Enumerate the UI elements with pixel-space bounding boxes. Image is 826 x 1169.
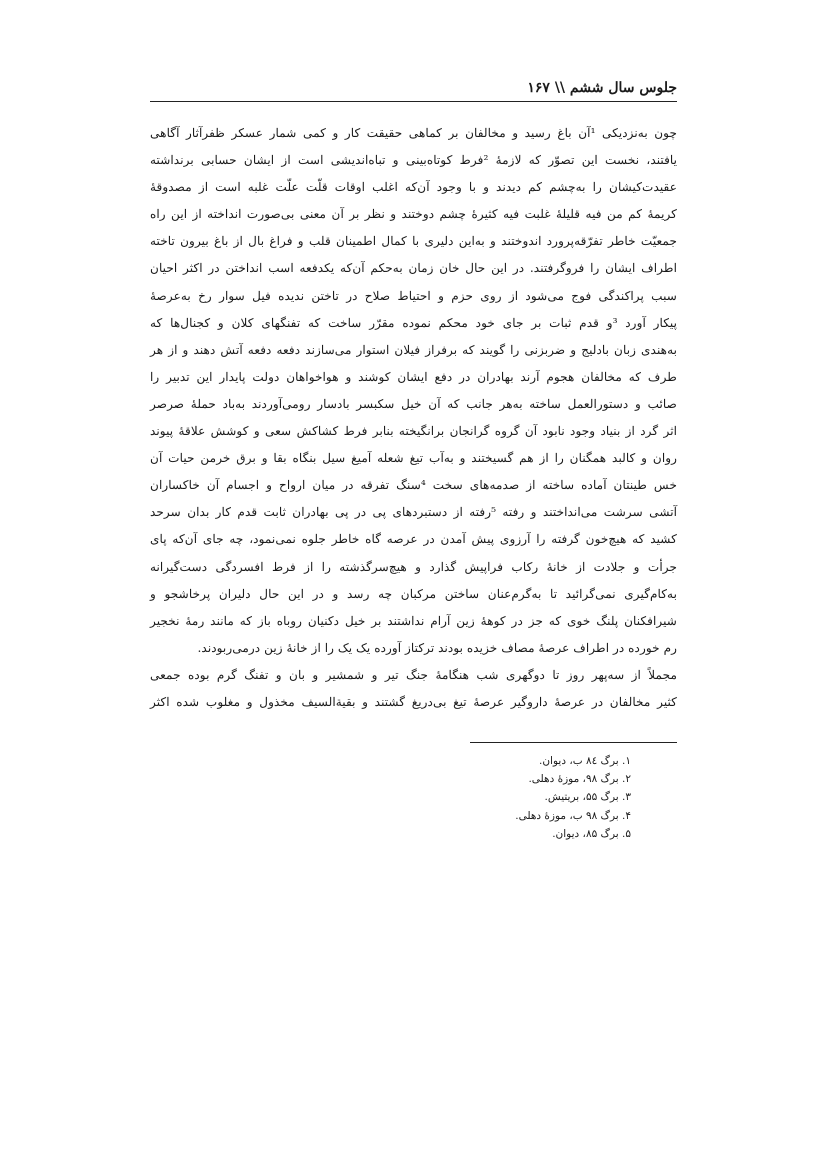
text-line: رم خورده در اطراف عرصهٔ مصاف خزیده بودند ترکتاز آورده یک یک را از خانهٔ زین درمی‌ربودند. [197,640,677,655]
text-line: به‌هندی زبان بادلیج و ضربزنی را گویند که برفراز فیلان استوار می‌سازند دفعه دفعه آتش دهند و از هر [150,342,677,357]
footnote: ۳. برگ ۵۵، بریتیش. [544,791,631,804]
text-line: کثیر مخالفان در عرصهٔ داروگیر عرصهٔ تیغ بی‌دریغ گشتند و بقیةالسیف مخذول و مغلوب شده اکثر [150,694,677,709]
text-line: جمعیّت خاطر تفرّقه‌پرورد اندوختند و به‌این دلیری با کمال اطمینان قلب و فراغ بال از باغ بیرون تاخته [150,234,677,249]
footnote-rule [470,742,677,743]
paragraph-1 [150,120,677,662]
footnotes [371,752,631,843]
footnote: ۴. برگ ۹۸ ب، موزهٔ دهلی. [515,809,631,822]
text-line: صائب و دستورالعمل ساخته به‌هر جانب که آن خیل سکبسر بادسار رومی‌آوردند به‌باد حملهٔ صرصر [150,396,677,411]
text-line: یافتند، نخست این تصوّر که لازمهٔ ²فرط کوتاه‌بینی و تباه‌اندیشی است از ایشان حسابی برنداشته [150,153,677,168]
text-line: عقیدت‌کیشان را به‌چشم کم دیدند و با وجود آن‌که اغلب اوقات قلّت علّت غلبه است از مصدوقهٔ [150,180,677,195]
text-line: اطراف ایشان را فروگرفتند. در این حال خان زمان به‌حکم آن‌که یکدفعه اسب انداختن در اکثر احیان [150,261,677,276]
text-line: کریمهٔ کم من فیه قلیلهٔ غلبت فیه کثیرهٔ چشم دوختند و نظر بر آن معنی بی‌صورت انداخته از این راه [150,207,677,222]
text-line: خس طینتان آماده ساخته از صدمه‌های سخت ⁴سنگ تفرقه در میان ارواح و اجسام آن خاکساران [150,478,677,493]
footnote: ۲. برگ ۹۸، موزهٔ دهلی. [528,773,631,786]
text-line: کشید که هیچ‌خون گرفته را آرزوی پیش آمدن در عرصه گاه خاطر جلوه نمی‌نمود، چه جای آن‌که پای [150,532,677,547]
header-title: جلوس سال ششم [569,80,677,96]
text-line: به‌کام‌گیری نمی‌گرائید تا به‌گرم‌عنان ساختن مرکبان چه رسد و در این حال دلیران پرخاشجو و [150,586,677,601]
text-line: اثر گرد از بنیاد وجود نابود آن گروه گرانجان برانگیخته بنابر فرط کشاکش سعی و کوشش علاقهٔ پیوند [150,424,677,439]
text-line: چون به‌نزدیکی ¹آن باغ رسید و مخالفان بر کماهی حقیقت کار و کمی شمار عسکر ظفرآثار آگاهی [150,126,678,140]
text-line: سبب پراکندگی فوج می‌شود از روی حزم و احتیاط صلاح در تاختن ندیده فیل سوار رخ به‌عرصهٔ [150,288,677,303]
header-rule [150,101,677,102]
text-line: آتشی سرشت می‌انداختند و رفته ⁵رفته از دستبردهای پی در پی بهادران ثابت قدم کار بدان سرحد [150,505,677,520]
text-line: مجملاً از سه‌پهر روز تا دوگهری شب هنگامهٔ جنگ تیر و شمشیر و بان و تفنگ گرم بوده جمعی [150,667,677,682]
running-header [150,78,677,98]
text-line: شیرافکنان پلنگ خوی که جز در کوههٔ زین آرام نداشتند بر خیل دکنیان روباه باز که مانند رمهٔ نخجیر [150,613,677,628]
text-line: طرف که مخالفان هجوم آرند بهادران در دفع ایشان کوشند و هواخواهان دولت پایدار این تدبیر را [150,369,677,384]
body-text [150,120,677,716]
footnote: ۵. برگ ۸۵، دیوان. [552,827,631,840]
text-line: جرأت و جلادت از خانهٔ رکاب فراپیش گذارد و هیچ‌سرگذشته را از فرط افسردگی دست‌گیرانه [150,559,677,574]
paragraph-2 [150,662,677,716]
text-line: روان و کالبد همگنان را از هم گسیختند و به‌آب تیغ شعله آمیغ سیل بنگاه بقا و برق خرمن حیات آن [150,451,677,466]
footnote: ۱. برگ ۸٤ ب، دیوان. [539,755,631,767]
text-line: پیکار آورد ³و قدم ثبات بر جای خود محکم نموده مقرّر ساخت که تفنگهای کلان و کجنال‌ها که [150,315,678,330]
page-number: ۱۶۷ [527,80,550,96]
header-separator: \\ [554,80,566,96]
